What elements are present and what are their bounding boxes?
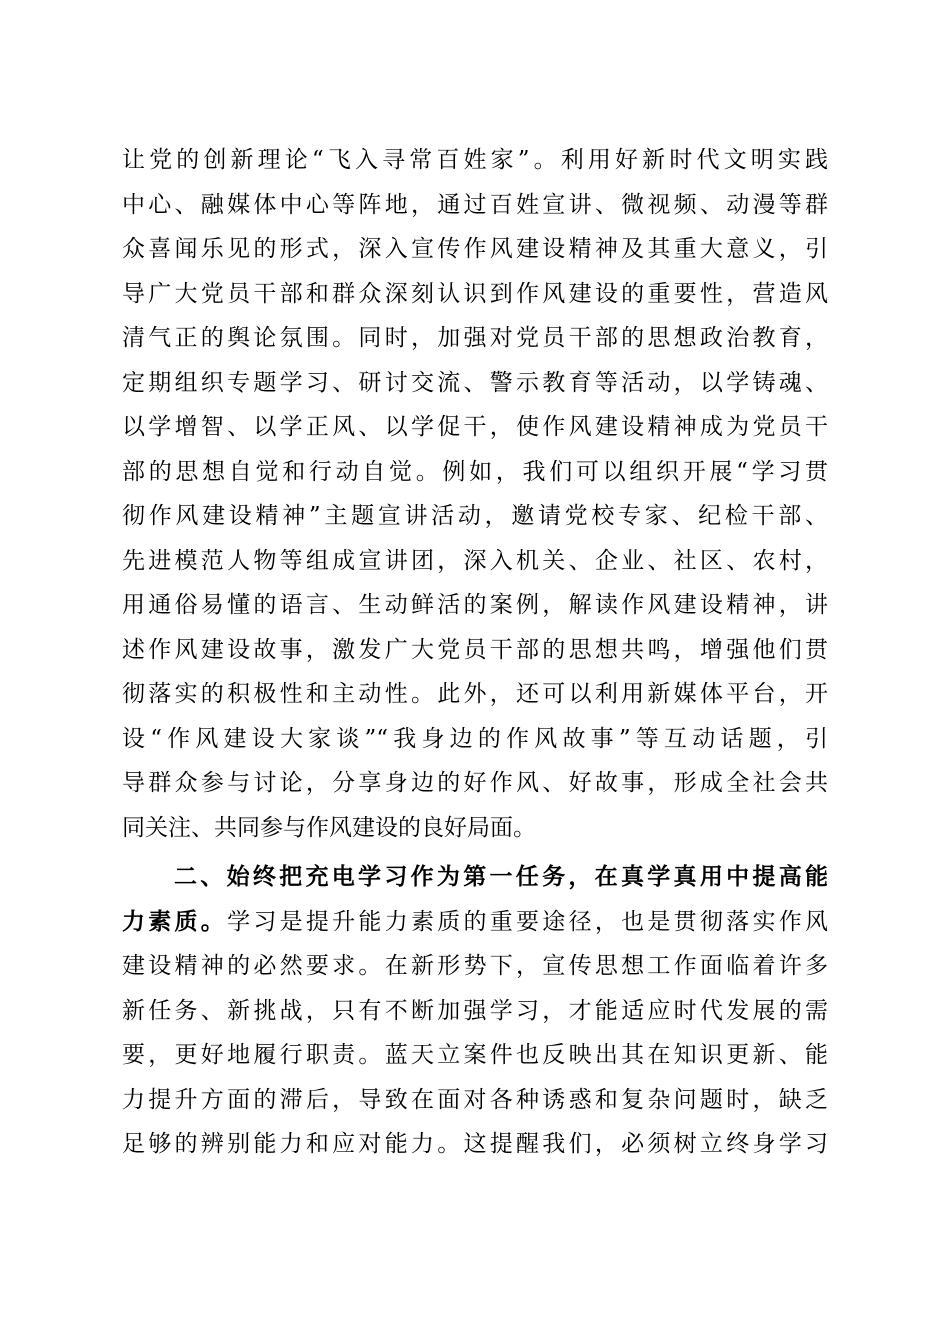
paragraph-1 — [122, 138, 828, 850]
body-line: 部的思想自觉和行动自觉。例如，我们可以组织开展“学习贯 — [122, 458, 828, 485]
body-line: 定期组织专题学习、研讨交流、警示教育等活动，以学铸魂、 — [122, 369, 828, 396]
section-heading: 二、始终把充电学习作为第一任务，在真学真用中提高能 — [174, 863, 828, 890]
body-line: 足够的辨别能力和应对能力。这提醒我们，必须树立终身学习 — [122, 1131, 828, 1157]
body-line: 众喜闻乐见的形式，深入宣传作风建设精神及其重大意义，引 — [122, 236, 828, 262]
body-line: 新任务、新挑战，只有不断加强学习，才能适应时代发展的需 — [122, 997, 828, 1024]
body-line: 让党的创新理论“飞入寻常百姓家”。利用好新时代文明实践 — [122, 147, 828, 173]
body-line: 设“作风建设大家谈”“我身边的作风故事”等互动话题，引 — [122, 725, 828, 752]
body-line: 要，更好地履行职责。蓝天立案件也反映出其在知识更新、能 — [122, 1042, 828, 1068]
body-line: 中心、融媒体中心等阵地，通过百姓宣讲、微视频、动漫等群 — [122, 191, 828, 218]
body-line: 导广大党员干部和群众深刻认识到作风建设的重要性，营造风 — [122, 280, 828, 307]
body-line-last: 同关注、共同参与作风建设的良好局面。 — [122, 814, 536, 841]
body-text: 学习是提升能力素质的重要途径，也是贯彻落实作风 — [227, 908, 828, 935]
body-line — [122, 900, 828, 945]
body-line: 导群众参与讨论，分享身边的好作风、好故事，形成全社会共 — [122, 770, 828, 796]
section-heading-end: 力素质。 — [122, 907, 228, 935]
body-line: 先进模范人物等组成宣讲团，深入机关、企业、社区、农村， — [122, 547, 828, 574]
body-line: 以学增智、以学正风、以学促干，使作风建设精神成为党员干 — [122, 414, 828, 440]
body-line: 用通俗易懂的语言、生动鲜活的案例，解读作风建设精神，讲 — [122, 592, 828, 618]
document-body — [122, 138, 828, 1167]
body-line: 彻落实的积极性和主动性。此外，还可以利用新媒体平台，开 — [122, 681, 828, 707]
paragraph-2 — [122, 855, 828, 1167]
body-line: 力提升方面的滞后，导致在面对各种诱惑和复杂问题时，缺乏 — [122, 1086, 828, 1113]
body-line: 清气正的舆论氛围。同时，加强对党员干部的思想政治教育， — [122, 325, 828, 351]
body-line: 述作风建设故事，激发广大党员干部的思想共鸣，增强他们贯 — [122, 636, 828, 663]
body-line: 建设精神的必然要求。在新形势下，宣传思想工作面临着许多 — [122, 953, 828, 979]
section-heading-line — [122, 855, 828, 900]
body-line: 彻作风建设精神”主题宣讲活动，邀请党校专家、纪检干部、 — [122, 503, 828, 529]
